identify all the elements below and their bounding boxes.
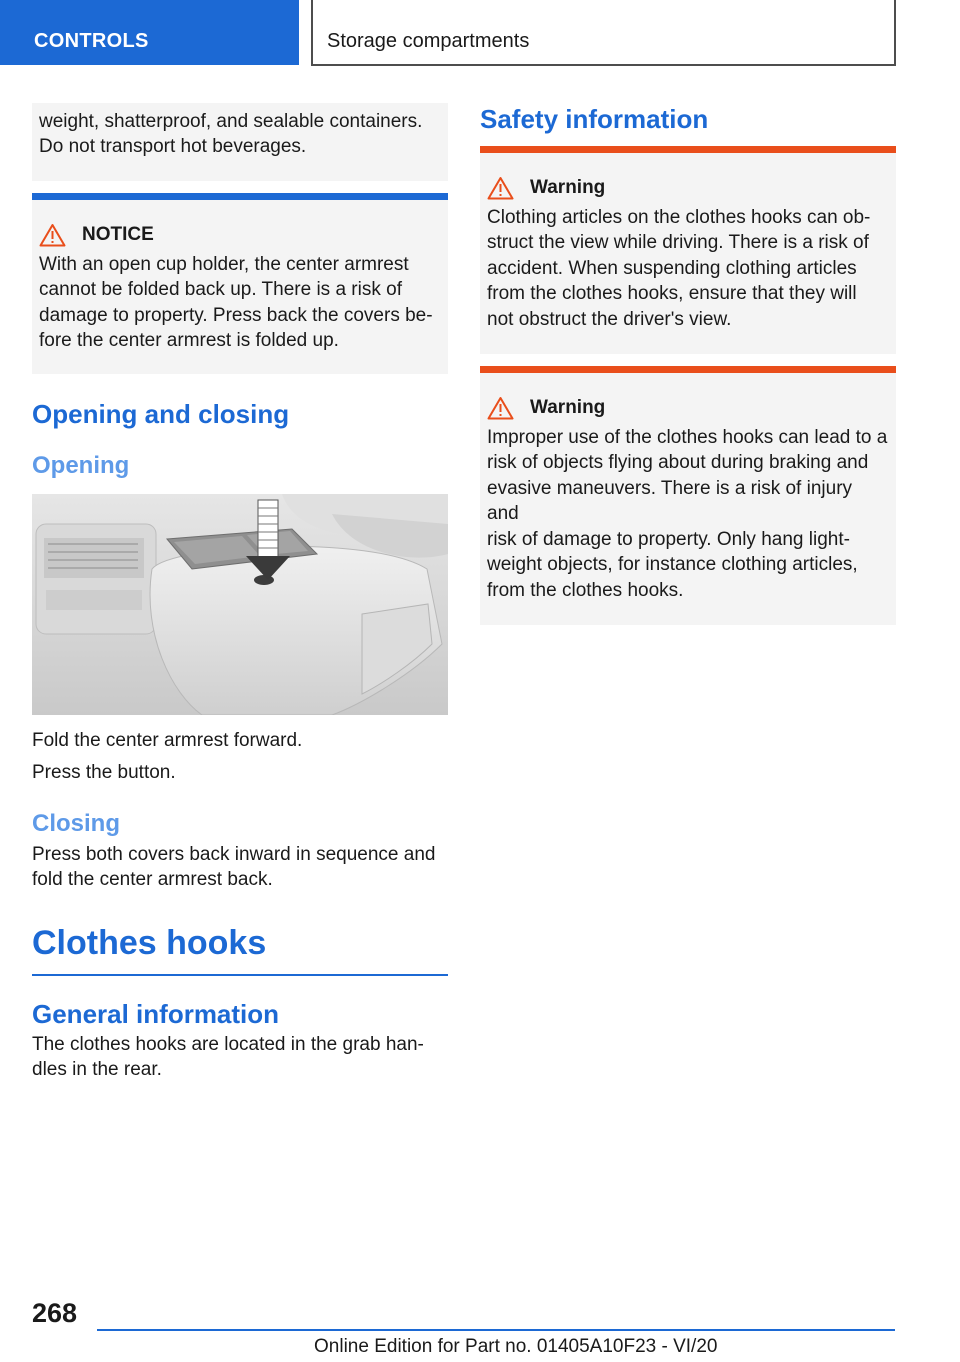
warning-line: risk of objects flying about during braking and bbox=[487, 452, 869, 473]
warning-line: accident. When suspending clothing articles bbox=[487, 257, 857, 279]
footer-divider bbox=[97, 1329, 895, 1331]
intro-box bbox=[32, 103, 448, 181]
notice-line: fore the center armrest is folded up. bbox=[39, 330, 339, 351]
warning-line: Clothing articles on the clothes hooks can ob- bbox=[487, 206, 871, 228]
warning-title bbox=[487, 175, 888, 201]
warning-triangle-icon bbox=[487, 176, 514, 200]
page-number: 268 bbox=[32, 1298, 78, 1328]
warning-line: evasive maneuvers. There is a risk of injury and bbox=[487, 477, 853, 524]
warning-title-text: Warning bbox=[530, 177, 606, 198]
warning-line: Improper use of the clothes hooks can lead to a bbox=[487, 426, 888, 448]
closing-subheading: Closing bbox=[32, 809, 120, 837]
opening-subheading: Opening bbox=[32, 451, 130, 479]
notice-box bbox=[32, 193, 448, 374]
warning-line: not obstruct the driver's view. bbox=[487, 308, 732, 330]
notice-title-text: NOTICE bbox=[82, 224, 154, 245]
general-info-heading: General information bbox=[32, 998, 280, 1029]
opening-step: Fold the center armrest forward. bbox=[32, 729, 303, 751]
notice-line: With an open cup holder, the center armrest bbox=[39, 253, 409, 275]
clothes-hooks-heading: Clothes hooks bbox=[32, 922, 448, 976]
armrest-illustration bbox=[32, 494, 448, 715]
intro-line: Do not transport hot beverages. bbox=[39, 136, 307, 157]
warning-box-1 bbox=[480, 146, 896, 354]
right-column bbox=[480, 103, 896, 625]
warning-box-2 bbox=[480, 366, 896, 625]
warning-triangle-icon bbox=[39, 223, 66, 247]
topic-title: Storage compartments bbox=[311, 0, 896, 66]
warning-line: from the clothes hooks, ensure that they will bbox=[487, 283, 857, 304]
warning-line: risk of damage to property. Only hang light- bbox=[487, 528, 850, 550]
intro-line: weight, shatterproof, and sealable containers. bbox=[39, 111, 423, 132]
warning-line: struct the view while driving. There is a risk of bbox=[487, 232, 869, 253]
safety-heading: Safety information bbox=[480, 104, 709, 134]
notice-line: cannot be folded back up. There is a risk of bbox=[39, 279, 402, 300]
warning-line: from the clothes hooks. bbox=[487, 579, 684, 601]
notice-title bbox=[39, 222, 440, 248]
edition-text: Online Edition for Part no. 01405A10F23 - VI/20 bbox=[314, 1336, 718, 1357]
warning-title-text: Warning bbox=[530, 397, 606, 418]
opening-step: Press the button. bbox=[32, 762, 176, 783]
warning-line: weight objects, for instance clothing articles, bbox=[487, 554, 858, 575]
left-column bbox=[32, 103, 448, 1083]
closing-line: Press both covers back inward in sequence and bbox=[32, 843, 436, 865]
section-tab: CONTROLS bbox=[0, 0, 299, 65]
opening-closing-heading: Opening and closing bbox=[32, 398, 290, 429]
closing-line: fold the center armrest back. bbox=[32, 869, 273, 890]
armrest-photo bbox=[32, 494, 448, 715]
general-info-line: The clothes hooks are located in the grab han- bbox=[32, 1033, 424, 1055]
warning-title bbox=[487, 395, 888, 421]
general-info-line: dles in the rear. bbox=[32, 1059, 162, 1080]
warning-triangle-icon bbox=[487, 396, 514, 420]
notice-line: damage to property. Press back the covers be- bbox=[39, 304, 433, 326]
